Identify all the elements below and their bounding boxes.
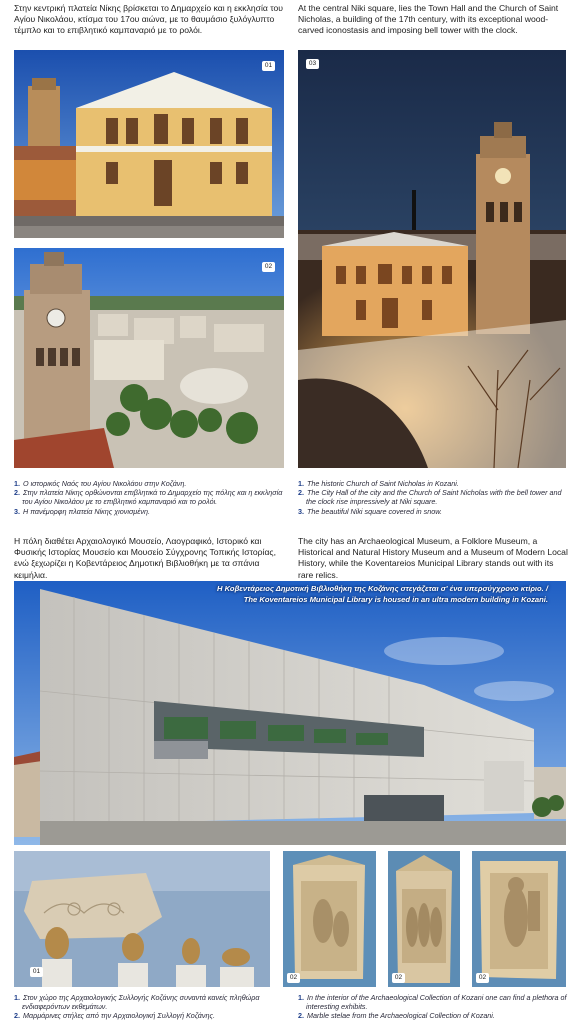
captions-bottom-english	[298, 993, 568, 1021]
intro-greek: Στην κεντρική πλατεία Νίκης βρίσκεται το Δημαρχείο και η εκκλησία του Αγίου Νικολάου, κτίσμα του 17ου αιώνα, με το θαυμάσιο ξυλόγλυπτο τέμπλο και το επιβλητικό καμπαναριό με το ρολόι.	[14, 3, 283, 36]
library-photo	[14, 581, 566, 845]
caption-item: 3. Η πανέμορφη πλατεία Νίκης χιονισμένη.	[14, 506, 150, 516]
library-banner-greek: Η Κοβεντάρειος Δημοτική Βιβλιοθήκη της Κοζάνης στεγάζεται σ' ένα υπερσύγχρονο κτίριο. /	[217, 584, 548, 593]
photo-badge: 02	[287, 973, 300, 983]
library-banner	[217, 583, 548, 605]
captions-bottom-greek	[14, 993, 286, 1021]
museums-greek: Η πόλη διαθέτει Αρχαιολογικό Μουσείο, Λαογραφικό, Ιστορικό και Φυσικής Ιστορίας Μουσείο και Μουσείο Σύγχρονης Τοπικής Ιστορίας, ενώ ξεχωρίζει η Κοβεντάρειος Δημοτική Βιβλιοθήκη με τα σπάνια κειμήλια.	[14, 536, 276, 580]
square-aerial-photo	[14, 248, 284, 468]
caption-item: 2. The City Hall of the city and the Church of Saint Nicholas with the bell tower and the clock rise impressively at Niki square.	[298, 488, 562, 507]
captions-top-english	[298, 479, 568, 516]
caption-item: 2. Στην πλατεία Νίκης ορθώνονται επιβλητικά το Δημαρχείο της πόλης και η εκκλησία του Αγίου Νικολάου με το επιβλητικό καμπαναριό και το ρολόι.	[14, 488, 283, 507]
photo-badge: 01	[30, 967, 43, 977]
intro-english: At the central Niki square, lies the Town Hall and the Church of Saint Nicholas, a building of the 17th century, with its exceptional wood-carved iconostasis and imposing bell tower with the clock.	[298, 3, 559, 36]
photo-badge: 02	[476, 973, 489, 983]
caption-item: 3. The beautiful Niki square covered in snow.	[298, 506, 443, 516]
stele-photo-2	[388, 851, 460, 987]
caption-item: 1. Ο ιστορικός Ναός του Αγίου Νικολάου στην Κοζάνη.	[14, 479, 187, 488]
stele-photo-1	[283, 851, 376, 987]
archaeological-interior-photo	[14, 851, 270, 987]
museums-english: The city has an Archaeological Museum, a Folklore Museum, a Historical and Natural History Museum and a Museum of Modern Local History, while the Koventareios Municipal Library stands out with its rare relics.	[298, 536, 568, 580]
church-photo	[14, 50, 284, 238]
night-square-photo	[298, 50, 566, 468]
photo-badge: 03	[306, 59, 319, 69]
caption-item: 1. Στον χώρο της Αρχαιολογικής Συλλογής Κοζάνης συναντά κανείς πληθώρα ενδιαφερόντων εκθεμάτων.	[14, 993, 260, 1012]
library-banner-english: The Koventareios Municipal Library is housed in an ultra modern building in Kozani.	[243, 595, 548, 604]
photo-badge: 02	[392, 973, 405, 983]
caption-item: 2. Marble stelae from the Archaeological Collection of Kozani.	[298, 1011, 495, 1021]
stele-photo-3	[472, 851, 566, 987]
photo-badge: 01	[262, 61, 275, 71]
caption-item: 2. Μαρμάρινες στήλες από την Αρχαιολογική Συλλογή Κοζάνης.	[14, 1011, 215, 1021]
caption-item: 1. The historic Church of Saint Nicholas in Kozani.	[298, 479, 459, 488]
captions-top-greek	[14, 479, 286, 516]
caption-item: 1. In the interior of the Archaeological Collection of Kozani one can find a plethora of interesting exhibits.	[298, 993, 567, 1012]
photo-badge: 02	[262, 262, 275, 272]
